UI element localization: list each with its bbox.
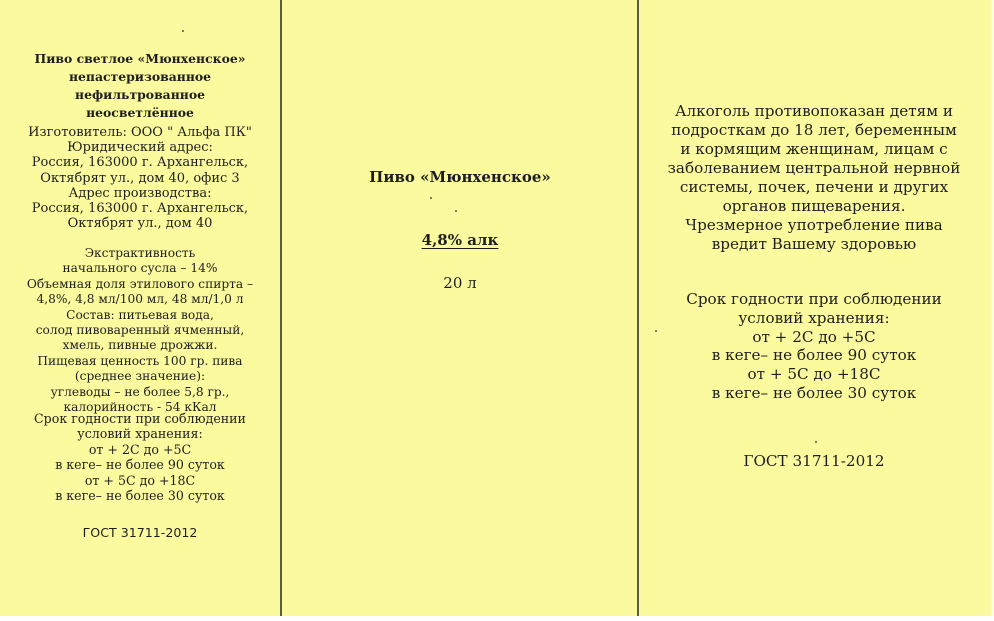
right-panel — [639, 0, 989, 621]
scan-speck — [455, 210, 457, 212]
warning-line: и кормящим женщинам, лицам с — [680, 140, 948, 158]
manufacturer-line: Октябрят ул., дом 40 — [67, 216, 213, 232]
manufacturer-line: Изготовитель: ООО " Альфа ПК" — [28, 125, 252, 140]
gost-text: ГОСТ 31711-2012 — [82, 525, 198, 540]
storage-line: Срок годности при соблюдении — [686, 290, 942, 308]
composition-line: углеводы – не более 5,8 гр., — [50, 384, 230, 399]
manufacturer-line: Россия, 163000 г. Архангельск, — [31, 155, 249, 171]
warning-line: заболеванием центральной нервной — [667, 159, 961, 177]
product-title-line: Пиво светлое «Мюнхенское» — [34, 51, 246, 66]
manufacturer-block — [0, 125, 280, 231]
scan-speck — [430, 197, 432, 199]
product-title-block — [0, 50, 280, 122]
gost-text: ГОСТ 31711-2012 — [743, 452, 885, 470]
product-title-line: неосветлённое — [86, 105, 194, 120]
fold-line-left — [280, 0, 282, 621]
volume — [283, 274, 637, 292]
gost-standard — [0, 525, 280, 540]
scan-edge — [0, 616, 994, 621]
composition-line: Состав: питьевая вода, — [66, 307, 214, 322]
storage-line: от + 2С до +5С — [88, 441, 192, 457]
storage-conditions-block — [639, 290, 989, 403]
composition-line: (среднее значение): — [74, 369, 206, 384]
product-title-line: непастеризованное — [68, 69, 212, 84]
composition-line: Пищевая ценность 100 гр. пива — [37, 353, 243, 368]
warning-line: подросткам до 18 лет, беременным — [671, 121, 957, 139]
warning-line: вредит Вашему здоровью — [711, 235, 917, 253]
composition-line: калорийность - 54 кКал — [63, 400, 217, 415]
storage-line: в кеге– не более 30 суток — [55, 488, 225, 504]
composition-line: Объемная доля этилового спирта – — [26, 276, 254, 291]
storage-line: условий хранения: — [738, 308, 890, 327]
storage-line: от + 5С до +18С — [747, 365, 881, 384]
middle-panel — [283, 0, 637, 621]
storage-line: в кеге– не более 90 суток — [711, 346, 917, 365]
scan-edge — [990, 0, 994, 621]
storage-line: Срок годности при соблюдении — [34, 411, 246, 426]
composition-line: хмель, пивные дрожжи. — [62, 338, 218, 353]
warning-line: органов пищеварения. — [722, 197, 906, 215]
manufacturer-line: Адрес производства: — [68, 185, 212, 201]
manufacturer-line: Юридический адрес: — [67, 140, 213, 156]
front-title — [283, 168, 637, 186]
alcohol-content — [283, 231, 637, 249]
product-title-line: нефильтрованное — [75, 87, 205, 102]
manufacturer-line: Россия, 163000 г. Архангельск, — [31, 201, 249, 217]
health-warning-block — [639, 102, 989, 254]
composition-line: 4,8%, 4,8 мл/100 мл, 48 мл/1,0 л — [36, 292, 244, 307]
warning-line: Чрезмерное употребление пива — [685, 216, 943, 234]
volume-text: 20 л — [443, 274, 477, 292]
warning-line: системы, почек, печени и других — [679, 178, 949, 196]
storage-line: условий хранения: — [77, 426, 203, 442]
alcohol-content-text: 4,8% алк — [421, 231, 499, 249]
warning-line: Алкоголь противопоказан детям и — [674, 102, 954, 120]
gost-standard — [639, 452, 989, 470]
scan-speck — [182, 30, 184, 32]
composition-block — [0, 246, 280, 415]
storage-conditions-block — [0, 411, 280, 503]
scan-speck — [815, 441, 817, 443]
left-panel — [0, 0, 280, 621]
storage-line: от + 2С до +5С — [752, 327, 876, 346]
manufacturer-line: Октябрят ул., дом 40, офис 3 — [40, 170, 240, 186]
composition-line: начального сусла – 14% — [62, 261, 218, 276]
front-title-text: Пиво «Мюнхенское» — [369, 168, 551, 186]
composition-line: Экстрактивность — [84, 246, 196, 260]
composition-line: солод пивоваренный ячменный, — [35, 323, 245, 338]
storage-line: в кеге– не более 90 суток — [55, 457, 225, 473]
storage-line: в кеге– не более 30 суток — [711, 383, 917, 402]
scan-speck — [655, 330, 657, 332]
storage-line: от + 5С до +18С — [84, 472, 196, 488]
